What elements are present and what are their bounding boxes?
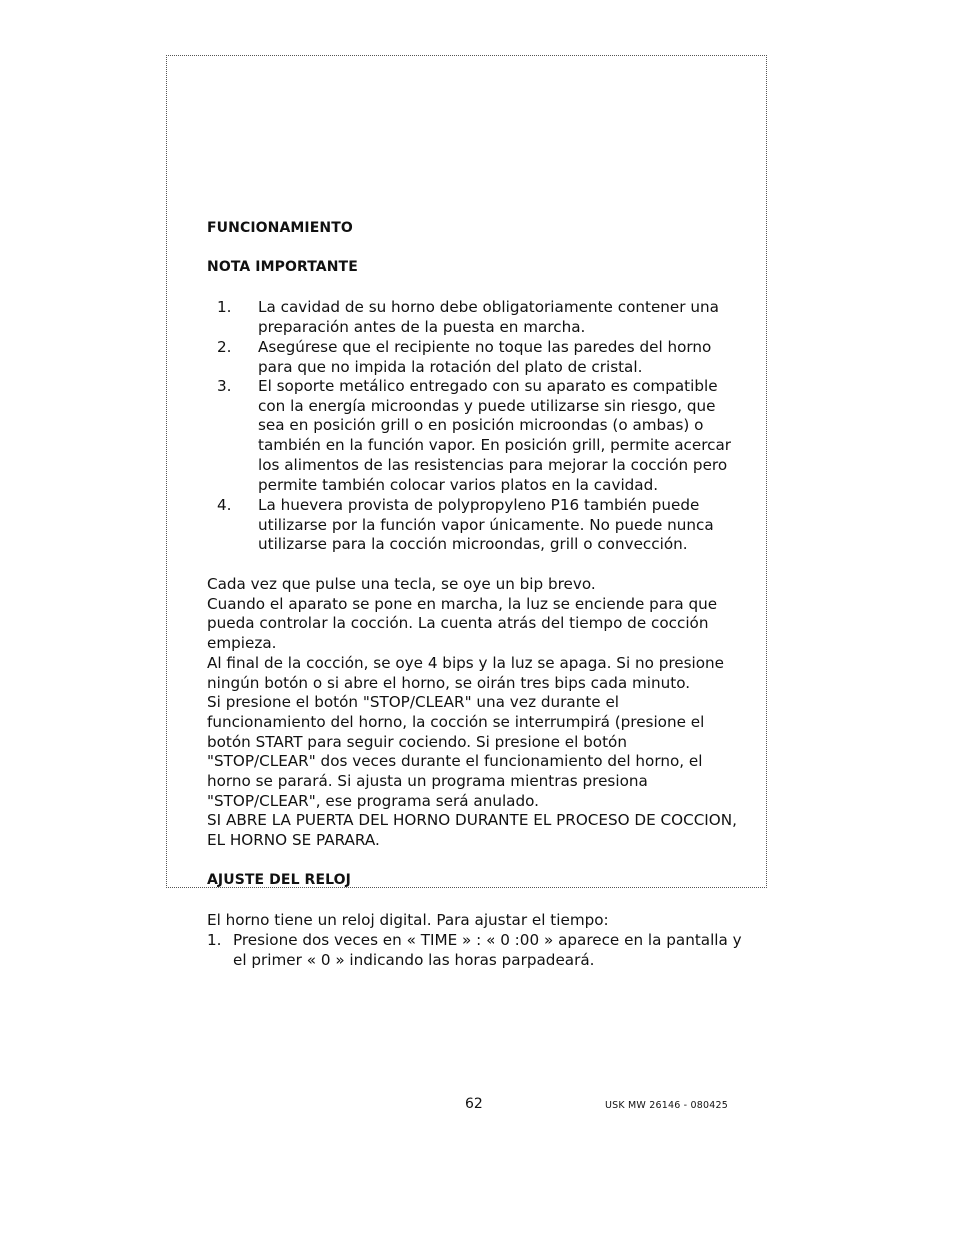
document-code: USK MW 26146 - 080425 [605,1100,728,1111]
paragraph-line: "STOP/CLEAR", ese programa será anulado. [207,791,539,810]
list-item-number: 1. [217,298,232,316]
clock-step-number: 1. [207,931,222,949]
paragraph-line: SI ABRE LA PUERTA DEL HORNO DURANTE EL PROCESO DE COCCION, [207,811,737,830]
paragraph-line: Si presione el botón "STOP/CLEAR" una vez durante el [207,693,620,712]
section-heading-funcionamiento: FUNCIONAMIENTO [207,220,353,236]
page-number: 62 [465,1096,483,1112]
list-item-line: para que no impida la rotación del plato de cristal. [258,357,643,376]
section-heading-nota-importante: NOTA IMPORTANTE [207,259,358,275]
list-item [258,298,719,337]
operation-paragraph [207,575,737,851]
list-item-number: 2. [217,338,232,356]
paragraph-line: Al final de la cocción, se oye 4 bips y la luz se apaga. Si no presione [207,653,725,672]
list-item-line: utilizarse para la cocción microondas, grill o convección. [258,535,688,554]
clock-step [233,931,742,970]
list-item [258,338,711,377]
list-item-line: El soporte metálico entregado con su aparato es compatible [258,377,718,395]
paragraph-line: funcionamiento del horno, la cocción se interrumpirá (presione el [207,712,705,731]
clock-step-line: el primer « 0 » indicando las horas parpadeará. [233,950,595,969]
paragraph-line: ningún botón o si abre el horno, se oirán tres bips cada minuto. [207,673,691,692]
list-item [258,377,731,495]
clock-step-line: Presione dos veces en « TIME » : « 0 :00 » aparece en la pantalla y [233,931,742,949]
paragraph-line: botón START para seguir cociendo. Si presione el botón [207,732,627,751]
list-item-line: La cavidad de su horno debe obligatoriamente contener una [258,298,719,316]
paragraph-line: pueda controlar la cocción. La cuenta atrás del tiempo de cocción [207,614,709,633]
list-item-line: preparación antes de la puesta en marcha. [258,317,586,336]
list-item-line: La huevera provista de polypropyleno P16 también puede [258,496,700,514]
paragraph-line: EL HORNO SE PARARA. [207,831,380,850]
paragraph-line: horno se parará. Si ajusta un programa mientras presiona [207,772,648,791]
paragraph-line: empieza. [207,634,277,653]
list-item-line: permite también colocar varios platos en la cavidad. [258,475,659,494]
list-item-line: también en la función vapor. En posición grill, permite acercar [258,436,732,455]
paragraph-line: Cada vez que pulse una tecla, se oye un bip brevo. [207,575,596,593]
list-item-line: con la energía microondas y puede utilizarse sin riesgo, que [258,396,716,415]
section-heading-ajuste-del-reloj: AJUSTE DEL RELOJ [207,872,351,888]
list-item-line: Asegúrese que el recipiente no toque las paredes del horno [258,338,712,356]
list-item-line: los alimentos de las resistencias para mejorar la cocción pero [258,455,728,474]
list-item-number: 3. [217,377,232,395]
list-item-line: utilizarse por la función vapor únicamente. No puede nunca [258,515,714,534]
paragraph-line: Cuando el aparato se pone en marcha, la luz se enciende para que [207,594,718,613]
clock-intro: El horno tiene un reloj digital. Para ajustar el tiempo: [207,911,609,929]
list-item-line: sea en posición grill o en posición microondas (o ambas) o [258,416,704,435]
list-item [258,496,714,555]
list-item-number: 4. [217,496,232,514]
paragraph-line: "STOP/CLEAR" dos veces durante el funcionamiento del horno, el [207,752,703,771]
